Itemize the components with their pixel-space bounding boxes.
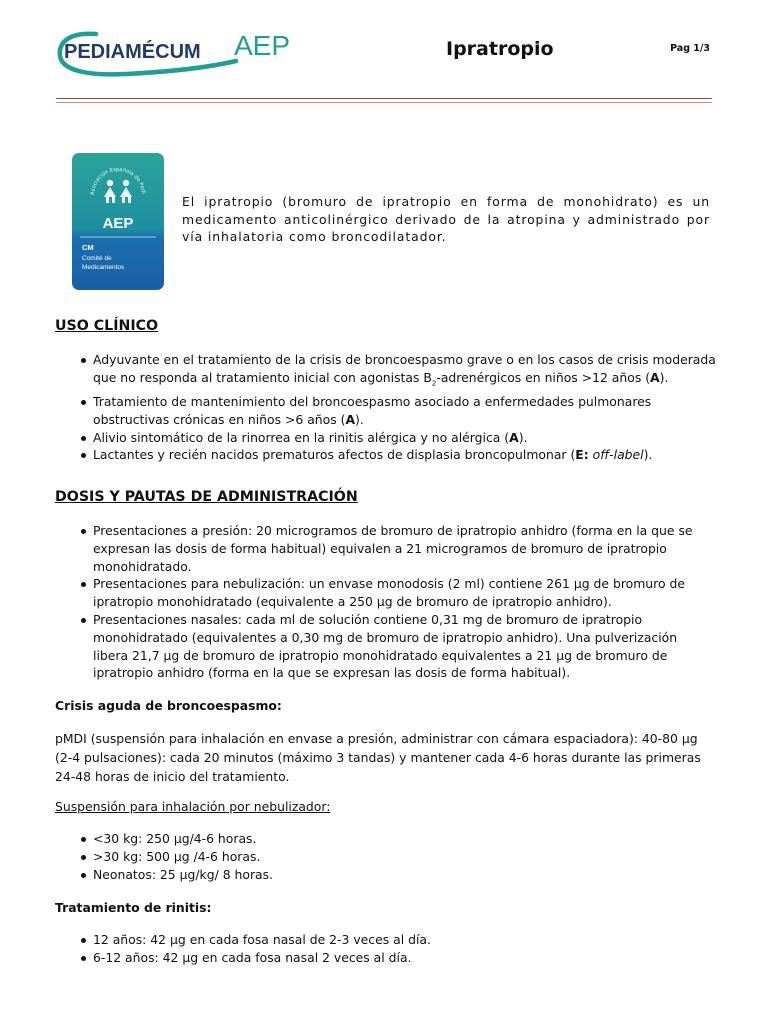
list-item: Alivio sintomático de la rinorrea en la rinitis alérgica y no alérgica (A). xyxy=(93,429,716,447)
list-item: Presentaciones a presión: 20 microgramos de bromuro de ipratropio anhidro (forma en la que se expresan las dosis de forma habitual) equivalen a 21 microgramos de bromuro de ipratropio monohidratado. xyxy=(93,522,716,575)
page-header xyxy=(56,28,712,88)
dosis-list xyxy=(56,522,716,682)
list-item: Neonatos: 25 µg/kg/ 8 horas. xyxy=(93,866,716,884)
list-item: <30 kg: 250 µg/4-6 horas. xyxy=(93,830,716,848)
rinitis-list xyxy=(56,931,716,967)
nebulizador-heading: Suspensión para inhalación por nebulizador: xyxy=(55,799,331,814)
pediamecum-logo-graphic xyxy=(56,28,301,80)
list-item: Lactantes y recién nacidos prematuros afectos de displasia broncopulmonar (E: off-label). xyxy=(93,446,716,464)
pediamecum-logo xyxy=(56,28,301,80)
badge-arc-text: Asociación Española de Pedi xyxy=(89,166,146,196)
logo-brand: AEP xyxy=(234,30,291,61)
badge-brand: AEP xyxy=(102,215,134,232)
page-title: Ipratropio xyxy=(446,38,554,60)
crisis-heading: Crisis aguda de broncoespasmo: xyxy=(55,698,282,713)
list-item: Presentaciones nasales: cada ml de solución contiene 0,31 mg de bromuro de ipratropio monohidratado (equivalentes a 0,30 mg de bromuro de ipratropio anhidro). Una pulverización libera 21,7 µg de bromuro de ipratropio monohidratado equivalentes a 21 µg de bromuro de ipratropio anhidro (forma en la que se expresan las dosis de forma habitual). xyxy=(93,611,716,682)
rinitis-heading: Tratamiento de rinitis: xyxy=(55,900,212,915)
intro-paragraph: El ipratropio (bromuro de ipratropio en forma de monohidrato) es un medicamento anticolinérgico derivado de la atropina y administrado por vía inhalatoria como broncodilatador. xyxy=(182,194,710,244)
list-item: 6-12 años: 42 µg en cada fosa nasal 2 veces al día. xyxy=(93,949,716,967)
list-item: 12 años: 42 µg en cada fosa nasal de 2-3 veces al día. xyxy=(93,931,716,949)
dosis-heading: DOSIS Y PAUTAS DE ADMINISTRACIÓN xyxy=(55,489,358,505)
nebulizador-list xyxy=(56,830,716,883)
badge-line2: Medicamentos xyxy=(82,264,125,271)
logo-text: PEDIAMÉCUM xyxy=(64,41,201,63)
list-item: Adyuvante en el tratamiento de la crisis de broncoespasmo grave o en los casos de crisis moderada que no responda al tratamiento inicial con agonistas $B_2$-adrenérgicos en niños >12 años (A). xyxy=(93,351,716,393)
list-item: Presentaciones para nebulización: un envase monodosis (2 ml) contiene 261 µg de bromuro de ipratropio monohidratado (equivalente a 250 µg de bromuro de ipratropio anhidro). xyxy=(93,575,716,611)
list-item: >30 kg: 500 µg /4-6 horas. xyxy=(93,848,716,866)
aep-committee-badge xyxy=(72,153,164,290)
list-item: Tratamiento de mantenimiento del broncoespasmo asociado a enfermedades pulmonares obstructivas crónicas en niños >6 años (A). xyxy=(93,393,716,429)
header-rule xyxy=(56,98,712,99)
uso-clinico-heading: USO CLÍNICO xyxy=(55,318,159,334)
pmdi-paragraph: pMDI (suspensión para inhalación en envase a presión, administrar con cámara espaciadora): 40-80 µg (2-4 pulsaciones): cada 20 minutos (máximo 3 tandas) y mantener cada 4-6 horas durante las primeras 24-48 horas de inicio del tratamiento. xyxy=(55,731,701,784)
page-number: Pag 1/3 xyxy=(670,43,710,54)
uso-clinico-list xyxy=(56,351,716,464)
badge-line1: Comité de xyxy=(82,255,112,262)
badge-cm: CM xyxy=(82,243,94,252)
badge-graphic xyxy=(72,153,164,290)
header-rule-secondary xyxy=(56,102,712,103)
